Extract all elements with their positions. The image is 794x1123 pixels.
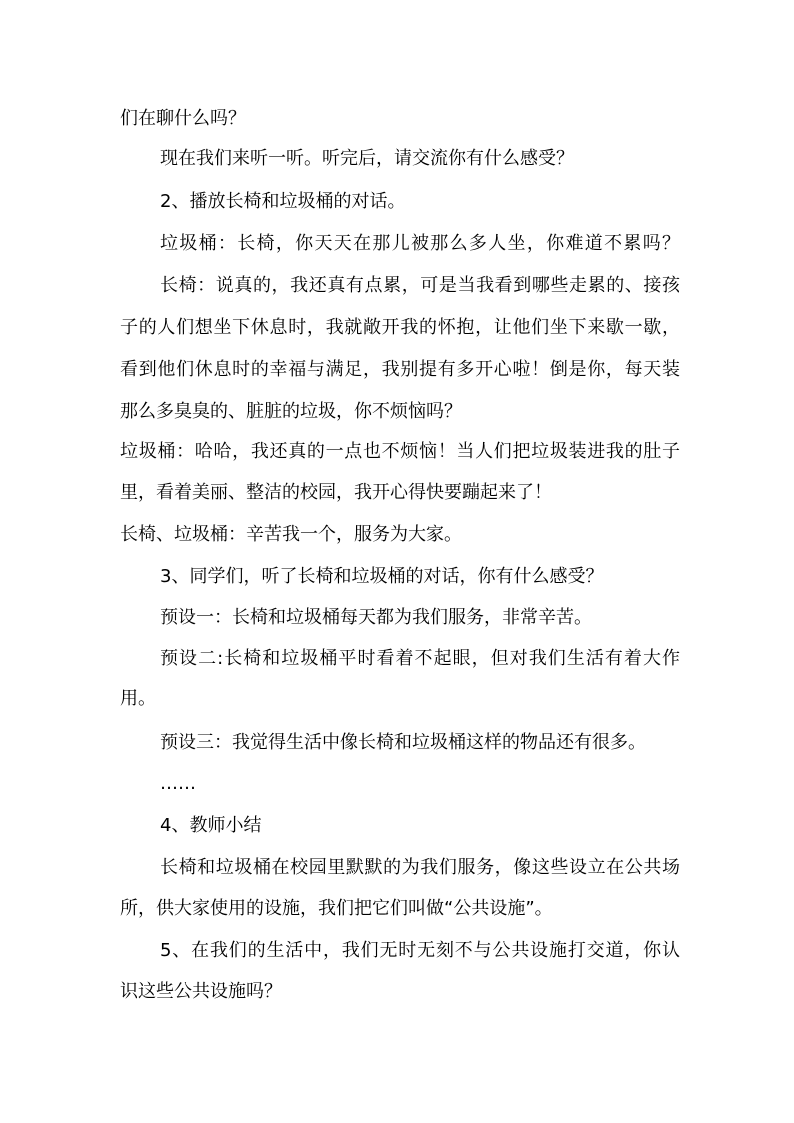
text-line: 4、教师小结: [160, 815, 262, 836]
text-line: 预设一：长椅和垃圾桶每天都为我们服务，非常辛苦。: [160, 607, 592, 628]
text-line: 3、同学们，听了长椅和垃圾桶的对话，你有什么感受？: [160, 566, 604, 587]
text-line: 垃圾桶：长椅，你天天在那儿被那么多人坐，你难道不累吗？: [160, 233, 680, 254]
text-line: 长椅、垃圾桶：辛苦我一个，服务为大家。: [120, 524, 462, 545]
text-line: 子的人们想坐下休息时，我就敞开我的怀抱，让他们坐下来歇一歇，: [120, 317, 680, 338]
text-line: 5、在我们的生活中，我们无时无刻不与公共设施打交道，你认: [160, 940, 680, 961]
text-line: 用。: [120, 688, 156, 709]
text-line: 预设三：我觉得生活中像长椅和垃圾桶这样的物品还有很多。: [160, 732, 646, 753]
text-line: 们在聊什么吗？: [120, 108, 246, 129]
text-line: 识这些公共设施吗？: [120, 981, 282, 1002]
text-line: ……: [160, 773, 196, 794]
text-line: 2、播放长椅和垃圾桶的对话。: [160, 191, 406, 212]
text-line: 长椅：说真的，我还真有点累，可是当我看到哪些走累的、接孩: [160, 275, 680, 296]
text-line: 那么多臭臭的、脏脏的垃圾，你不烦恼吗？: [120, 401, 462, 422]
text-line: 现在我们来听一听。听完后，请交流你有什么感受？: [160, 148, 574, 169]
text-line: 长椅和垃圾桶在校园里默默的为我们服务，像这些设立在公共场: [160, 857, 680, 878]
text-line: 预设二:长椅和垃圾桶平时看着不起眼，但对我们生活有着大作: [160, 648, 680, 669]
text-line: 里，看着美丽、整洁的校园，我开心得快要蹦起来了！: [120, 482, 552, 503]
text-line: 垃圾桶：哈哈，我还真的一点也不烦恼！当人们把垃圾装进我的肚子: [120, 441, 680, 462]
text-line: 所，供大家使用的设施，我们把它们叫做“公共设施”。: [120, 898, 553, 919]
text-line: 看到他们休息时的幸福与满足，我别提有多开心啦！倒是你，每天装: [120, 359, 680, 380]
